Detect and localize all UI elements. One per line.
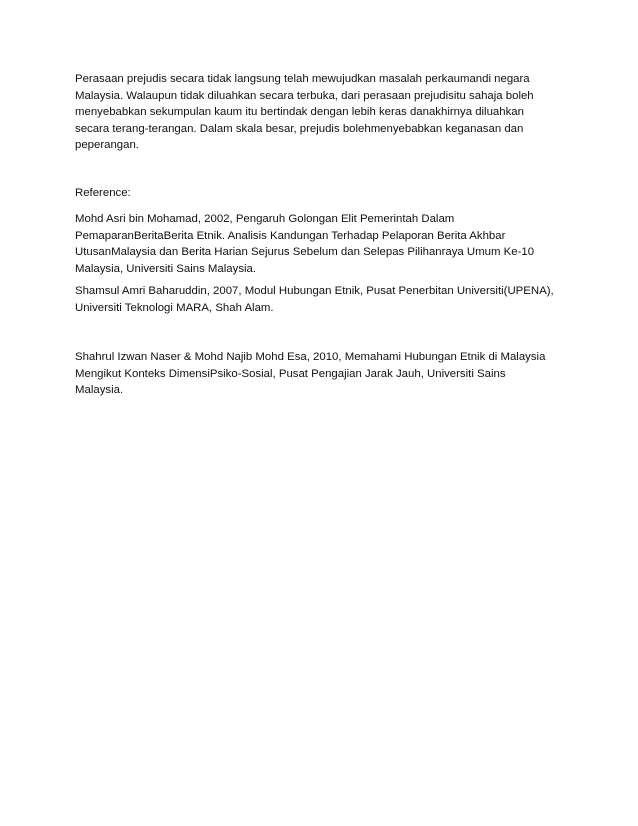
paragraph-line: secara terang-terangan. Dalam skala besar, prejudis bolehmenyebabkan keganasan dan: [75, 122, 524, 135]
paragraph-line: Malaysia. Walaupun tidak diluahkan secara terbuka, dari perasaan prejudisitu sahaja boleh: [75, 89, 534, 102]
paragraph-line: menyebabkan sekumpulan kaum itu bertindak dengan lebih keras danakhirnya diluahkan: [75, 106, 524, 118]
paragraph-line: Perasaan prejudis secara tidak langsung telah mewujudkan masalah perkaumandi negara: [75, 73, 530, 85]
reference-entry: [75, 283, 565, 316]
reference-line: Shahrul Izwan Naser & Mohd Najib Mohd Esa, 2010, Memahami Hubungan Etnik di Malaysia: [75, 351, 546, 363]
reference-line: Universiti Teknologi MARA, Shah Alam.: [75, 301, 274, 314]
reference-line: PemaparanBeritaBerita Etnik. Analisis Kandungan Terhadap Pelaporan Berita Akhbar: [75, 229, 506, 242]
reference-heading: [75, 185, 565, 202]
paragraph-line: peperangan.: [75, 139, 139, 151]
reference-line: Mengikut Konteks DimensiPsiko-Sosial, Pusat Pengajian Jarak Jauh, Universiti Sains: [75, 367, 506, 380]
reference-entry: [75, 211, 565, 277]
reference-line: Malaysia.: [75, 384, 124, 396]
intro-paragraph: [75, 71, 565, 154]
reference-heading-text: Reference:: [75, 187, 131, 199]
reference-line: UtusanMalaysia dan Berita Harian Sejurus Sebelum dan Selepas Pilihanraya Umum Ke-10: [75, 246, 535, 258]
reference-line: Shamsul Amri Baharuddin, 2007, Modul Hubungan Etnik, Pusat Penerbitan Universiti(UPENA),: [75, 285, 554, 297]
reference-entry: [75, 349, 565, 399]
reference-line: Mohd Asri bin Mohamad, 2002, Pengaruh Golongan Elit Pemerintah Dalam: [75, 213, 455, 225]
reference-line: Malaysia, Universiti Sains Malaysia.: [75, 262, 257, 275]
